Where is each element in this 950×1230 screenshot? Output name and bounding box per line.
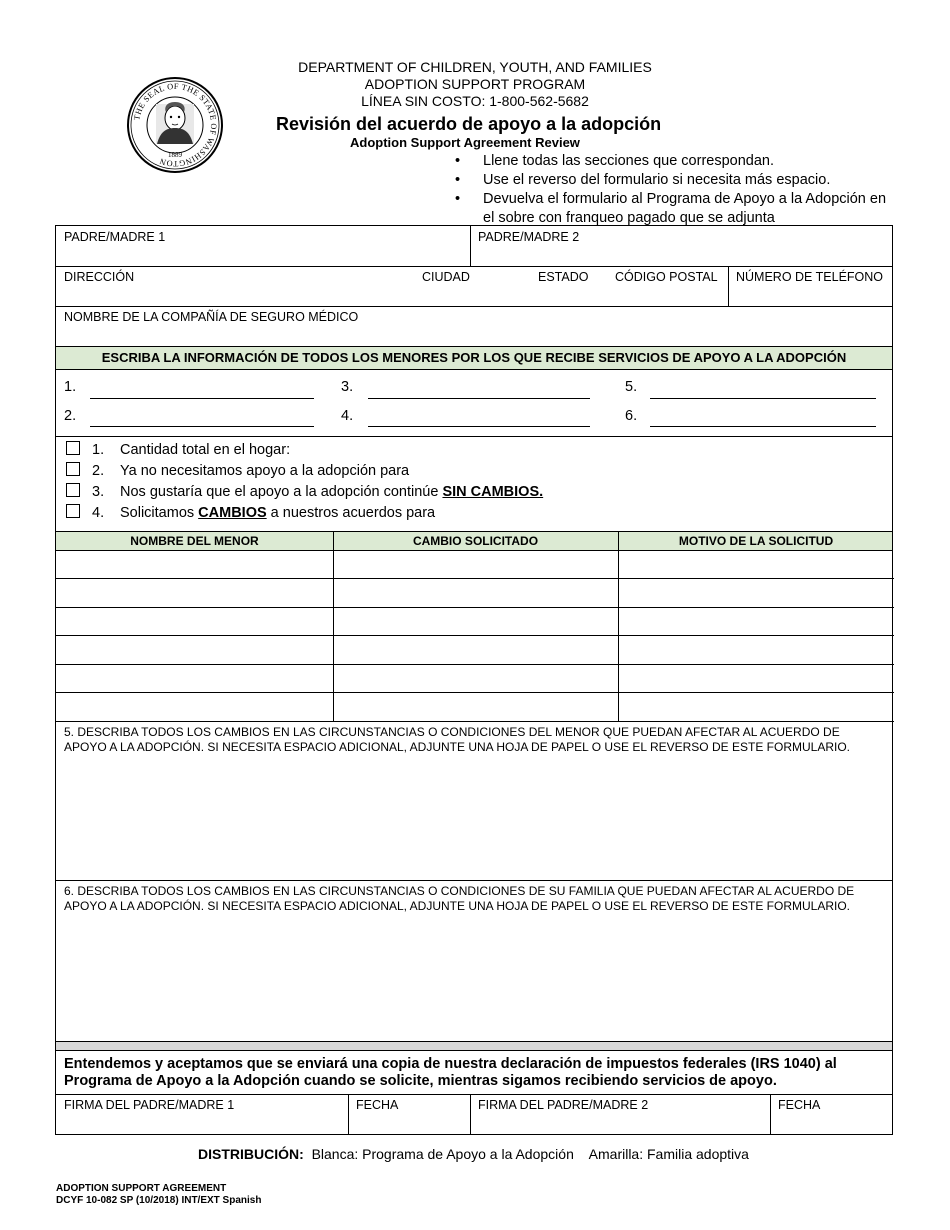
form-subtitle: Adoption Support Agreement Review (350, 135, 580, 150)
table-row[interactable] (56, 636, 894, 665)
option-continue-unchanged[interactable]: 3. Nos gustaría que el apoyo a la adopción continúe SIN CAMBIOS. (66, 482, 543, 502)
checkbox[interactable] (66, 504, 80, 518)
checkbox[interactable] (66, 483, 80, 497)
divider (56, 1041, 892, 1050)
state-label: ESTADO (538, 270, 589, 284)
parent1-signature-label: FIRMA DEL PADRE/MADRE 1 (64, 1098, 235, 1112)
distribution-line (198, 1146, 749, 1162)
parent1-signature-field[interactable] (56, 1094, 348, 1134)
instructions-list (455, 152, 895, 228)
zip-label: CÓDIGO POSTAL (615, 270, 718, 284)
child-number: 4. (341, 408, 354, 424)
parent2-signature-label: FIRMA DEL PADRE/MADRE 2 (478, 1098, 649, 1112)
option-request-changes[interactable]: 4. Solicitamos CAMBIOS a nuestros acuerdos para (66, 503, 435, 523)
child-name-line[interactable] (90, 398, 314, 399)
child-name-line[interactable] (650, 398, 876, 399)
child-name-line[interactable] (368, 398, 590, 399)
washington-state-seal (126, 76, 224, 174)
parent1-field[interactable] (56, 226, 470, 266)
table-row[interactable] (56, 608, 894, 636)
table-row[interactable] (56, 665, 894, 693)
date2-label: FECHA (778, 1098, 821, 1112)
address-label: DIRECCIÓN (64, 270, 135, 284)
insurance-field[interactable] (56, 306, 894, 346)
parent2-label: PADRE/MADRE 2 (478, 230, 580, 244)
review-form (55, 225, 893, 1135)
parent2-field[interactable] (470, 226, 894, 266)
child-number: 6. (625, 408, 638, 424)
address-field[interactable] (56, 266, 728, 306)
form-title: Revisión del acuerdo de apoyo a la adopción (276, 114, 662, 134)
parent2-signature-field[interactable] (470, 1094, 770, 1134)
column-reason: MOTIVO DE LA SOLICITUD (678, 534, 834, 548)
checkbox[interactable] (66, 441, 80, 455)
family-changes-prompt: 6. DESCRIBA TODOS LOS CAMBIOS EN LAS CIRCUNSTANCIAS O CONDICIONES DE SU FAMILIA QUE PUEDAN AFECTAR AL ACUERDO DE APOYO A LA ADOPCIÓN. SI NECESITA ESPACIO ADICIONAL, ADJUNTE UNA HOJA DE PAPEL O USE EL REVERSO DE ESTE FORMULARIO. (64, 884, 855, 913)
seal-text: THE SEAL OF THE STATE OF WASHINGTON (132, 81, 219, 169)
instruction-item: • Llene todas las secciones que correspondan. (455, 152, 895, 171)
parent1-label: PADRE/MADRE 1 (64, 230, 166, 244)
department-name: DEPARTMENT OF CHILDREN, YOUTH, AND FAMILIES (298, 59, 652, 75)
table-row[interactable] (56, 693, 894, 722)
insurance-label: NOMBRE DE LA COMPAÑÍA DE SEGURO MÉDICO (64, 310, 359, 324)
child-changes-prompt: 5. DESCRIBA TODOS LOS CAMBIOS EN LAS CIRCUNSTANCIAS O CONDICIONES DEL MENOR QUE PUEDAN AFECTAR AL ACUERDO DE APOYO A LA ADOPCIÓN. SI NECESITA ESPACIO ADICIONAL, ADJUNTE UNA HOJA DE PAPEL O USE EL REVERSO DE ESTE FORMULARIO. (64, 725, 850, 754)
child-changes-field[interactable] (56, 722, 894, 880)
distribution-label: DISTRIBUCIÓN: (198, 1146, 304, 1162)
option-total-in-home[interactable]: 1. Cantidad total en el hogar: (66, 440, 290, 460)
footer-form-name: ADOPTION SUPPORT AGREEMENT (56, 1183, 227, 1194)
instruction-item: • Devuelva el formulario al Programa de Apoyo a la Adopción en el sobre con franqueo pagado que se adjunta (455, 190, 895, 228)
checkbox[interactable] (66, 462, 80, 476)
city-label: CIUDAD (422, 270, 470, 284)
column-change-requested: CAMBIO SOLICITADO (412, 534, 539, 548)
distribution-white: Blanca: Programa de Apoyo a la Adopción (311, 1146, 574, 1162)
footer-form-number: DCYF 10-082 SP (10/2018) INT/EXT Spanish (56, 1195, 262, 1206)
child-name-line[interactable] (650, 426, 876, 427)
child-number: 3. (341, 379, 354, 395)
toll-free-line: LÍNEA SIN COSTO: 1-800-562-5682 (361, 93, 589, 109)
child-number: 2. (64, 408, 77, 424)
tax-return-acknowledgement: Entendemos y aceptamos que se enviará una copia de nuestra declaración de impuestos federales (IRS 1040) al Programa de Apoyo a la Adopción cuando se solicite, mientras sigamos recibiendo servicios de apoyo. (64, 1056, 837, 1089)
option-no-longer-needed[interactable]: 2. Ya no necesitamos apoyo a la adopción para (66, 461, 409, 481)
children-section-title: ESCRIBA LA INFORMACIÓN DE TODOS LOS MENORES POR LOS QUE RECIBE SERVICIOS DE APOYO A LA ADOPCIÓN (56, 347, 892, 369)
child-number: 1. (64, 379, 77, 395)
instruction-item: • Use el reverso del formulario si necesita más espacio. (455, 171, 895, 190)
table-row[interactable] (56, 579, 894, 608)
child-name-line[interactable] (90, 426, 314, 427)
distribution-yellow: Amarilla: Familia adoptiva (588, 1146, 749, 1162)
child-number: 5. (625, 379, 638, 395)
phone-field[interactable] (728, 266, 894, 306)
date1-field[interactable] (348, 1094, 470, 1134)
phone-label: NÚMERO DE TELÉFONO (736, 270, 884, 284)
column-child-name: NOMBRE DEL MENOR (130, 534, 259, 548)
family-changes-field[interactable] (56, 881, 894, 1041)
program-name: ADOPTION SUPPORT PROGRAM (364, 76, 586, 92)
date2-field[interactable] (770, 1094, 894, 1134)
table-row[interactable] (56, 550, 894, 579)
seal-year: 1889 (168, 151, 182, 159)
date1-label: FECHA (356, 1098, 399, 1112)
child-name-line[interactable] (368, 426, 590, 427)
